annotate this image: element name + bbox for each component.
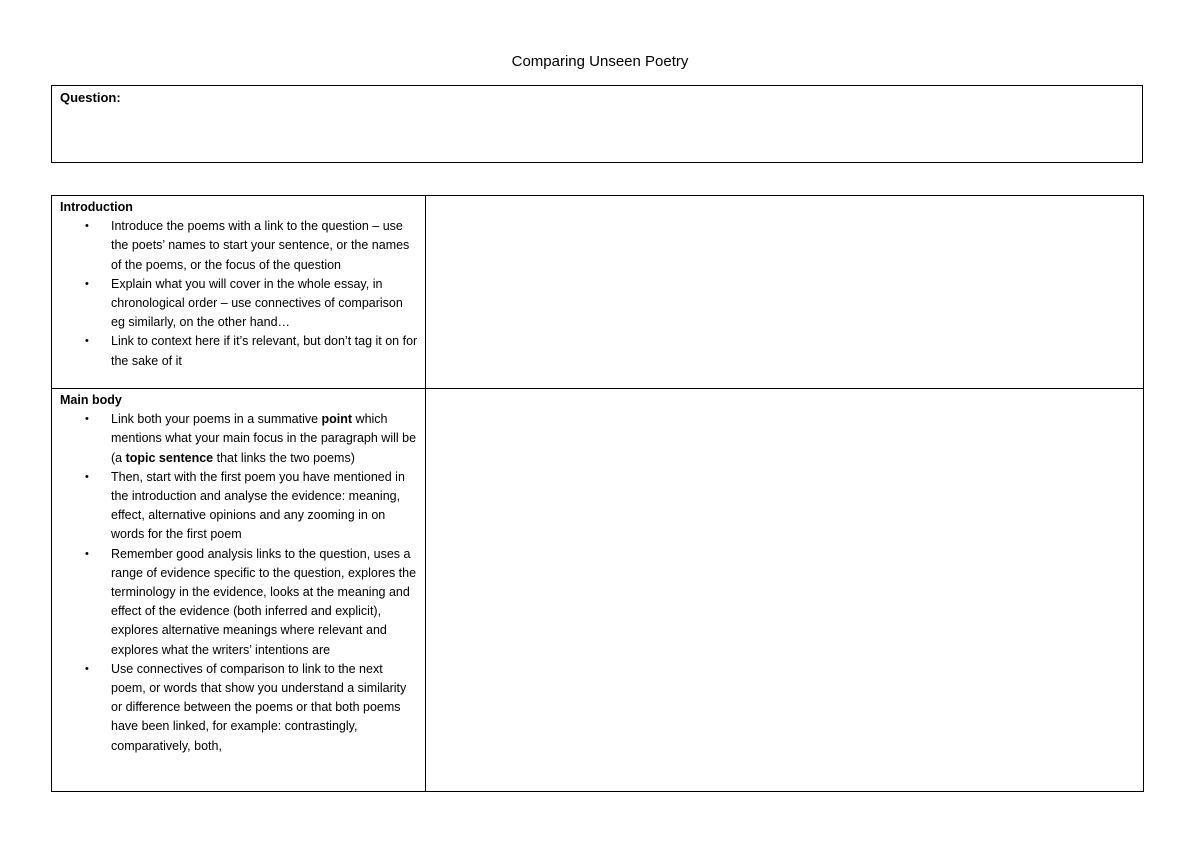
introduction-answer-cell[interactable] xyxy=(426,196,1144,389)
page-title: Comparing Unseen Poetry xyxy=(511,53,689,70)
list-item: • Then, start with the first poem you have mentioned in the introduction and analyse the evidence: meaning, effect, alternative opinions and any zooming in on words for the first poem xyxy=(85,469,405,542)
bullet-icon: • xyxy=(85,335,89,348)
table-row xyxy=(52,389,1144,792)
table-row xyxy=(52,196,1144,389)
list-item: • Link both your poems in a summative point which mentions what your main focus in the paragraph will be (a topic sentence that links the two poems) xyxy=(85,412,417,465)
main-body-answer-cell[interactable] xyxy=(426,389,1144,792)
list-item: • Remember good analysis links to the question, uses a range of evidence specific to the question, explores the terminology in the evidence, looks at the meaning and effect of the evidence (both inferred and explicit), explores alternative meanings where relevant and explores what the writers’ intentions are xyxy=(85,546,417,657)
question-label: Question: xyxy=(60,90,121,105)
bullet-icon: • xyxy=(85,413,89,426)
section-heading: Main body xyxy=(60,393,122,407)
essay-plan-table xyxy=(51,195,1144,792)
bullet-icon: • xyxy=(85,547,89,560)
list-item: • Use connectives of comparison to link to the next poem, or words that show you understand a similarity or difference between the poems or that both poems have been linked, for example: contrastingly, comparatively, both, xyxy=(85,661,407,753)
introduction-guide-cell xyxy=(52,196,426,389)
list-item: • Link to context here if it’s relevant, but don’t tag it on for the sake of it xyxy=(85,334,418,368)
bullet-icon: • xyxy=(85,277,89,290)
guide-list xyxy=(60,217,419,371)
bullet-icon: • xyxy=(85,470,89,483)
list-item: • Introduce the poems with a link to the question – use the poets’ names to start your sentence, or the names of the poems, or the focus of the question xyxy=(85,219,410,272)
question-box[interactable] xyxy=(51,85,1143,163)
guide-list xyxy=(60,410,419,756)
bullet-icon: • xyxy=(85,220,89,233)
list-item: • Explain what you will cover in the whole essay, in chronological order – use connectives of comparison eg similarly, on the other hand… xyxy=(85,276,403,330)
main-body-guide-cell xyxy=(52,389,426,792)
bullet-icon: • xyxy=(85,662,89,675)
section-heading: Introduction xyxy=(60,200,133,214)
